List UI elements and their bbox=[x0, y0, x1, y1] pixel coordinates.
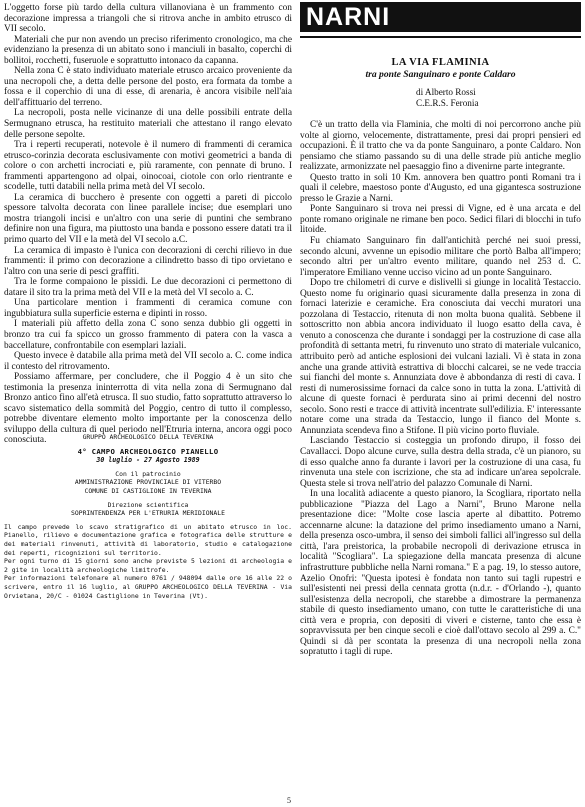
paragraph: La ceramica di impasto è l'unica con decorazioni di cerchi rilievo in due frammenti: il primo con decorazione a cilindretto basso di tipo orvietano e l'altro con una serie di pesci graffiti. bbox=[4, 245, 292, 277]
paragraph: La ceramica di bucchero è presente con oggetti a pareti di piccolo spessore talvolta decorata con linee parallele incise; due esemplari uno mostra triangoli incisi e un'altro con una serie di puntini che sembrano definire non una figura, ma piuttosto una banda e possono essere datati tra il primo quarto del VII e la metà del VI secolo a.C. bbox=[4, 192, 292, 246]
patronage-intro: Con il patrocinio bbox=[115, 469, 181, 478]
paragraph: Nella zona C è stato individuato materiale etrusco arcaico proveniente da una necropoli che, a detta delle persone del posto, era formata da tombe a fossa e il coperchio di una di esse, di arenaria, è ancora visibile nell'aia dell'affittuario del terreno. bbox=[4, 66, 292, 108]
camp-title: 4° CAMPO ARCHEOLOGICO PIANELLO bbox=[77, 446, 219, 456]
author-name: di Alberto Rossi bbox=[416, 87, 476, 97]
paragraph: Materiali che pur non avendo un preciso riferimento cronologico, ma che evidenziano la presenza di un abitato sono i manciuli in basalto, coperchi di bollitoi, rocchetti, fuseruole e soprattutto intonaco da capanna. bbox=[4, 34, 292, 66]
paragraph: Tra i reperti recuperati, notevole è il numero di frammenti di ceramica etrusco-corinzia decorata esclusivamente con motivi geometrici a banda di colore o con archetti incrociati e, più raramente, con pennate di bruno. I frammenti appartengono ad olpai, oinocoai, ciotole con orlo rientrante e scodelle, tutti databili nella prima metà del VI secolo. bbox=[4, 140, 292, 193]
page-number: 5 bbox=[287, 796, 291, 805]
right-article-body bbox=[300, 120, 581, 658]
direction-label: Direzione scientifica bbox=[107, 500, 189, 509]
paragraph: Dopo tre chilometri di curve e dislivelli si giunge in località Testaccio. Questo nome fu originario quasi sicuramente dalla presenza in zona di fornaci laterizie e ceramiche. Era conosciuta dai vecchi muratori una pozzolana di Testaccio, ritenuta di non molta buona qualità. Sebbene il sottoscritto non abbia ancora individuato il luogo esatto della cava, è venuto a conoscenza che durante i sondaggi per la costruzione di case alla profondità di settanta metri, fu rinvenuto uno strato di materiale vulcanico, attribuito però ad antiche esplosioni dei vulcani laziali. Vi è stata in zona anche una grande attività estrattiva di blocchi calcarei, se ne vede traccia sui fianchi del monte s. Annunziata dove è abbondanza di resti di cava. I resti di numerosissime fornaci da calce sono in tutta la zona. L'attività di alcune di queste fornaci è perdurata sino ai primi decenni del nostro secolo. Sono resti e tracce di attività incentrate sull'edilizia. E' interessante notare come una strada da Testaccio, lungo il fianco del Monte s. Annunziata scendeva fino a Stifone. Il più vicino porto fluviale. bbox=[300, 278, 581, 436]
paragraph: Ponte Sanguinaro si trova nei pressi di Vigne, ed è una arcata e del ponte romano originale ne rimane ben poco. Sedici filari di blocchi in tufo litoide. bbox=[300, 204, 581, 236]
patron-province: AMMINISTRAZIONE PROVINCIALE DI VITERBO bbox=[74, 478, 222, 487]
patron-comune: COMUNE DI CASTIGLIONE IN TEVERINA bbox=[84, 486, 212, 495]
camp-description: Il campo prevede lo scavo stratigrafico di un abitato etrusco in loc. Pianello, rilievo e documentazione grafica e fotografica delle strutture e dei materiali rinvenuti, attività di laboratorio, studio e catalogazione dei reperti, ricognizioni sul territorio. bbox=[4, 522, 292, 557]
article-title-block bbox=[300, 57, 581, 81]
section-header: NARNI bbox=[300, 2, 581, 32]
paragraph: Fu chiamato Sanguinaro fin dall'antichità perché nei suoi pressi, secondo alcuni, avvenne un episodio militare che portò Balba all'impero; secondo altri per un'altro evento militare, quando nel 253 d. C. l'imperatore Emiliano venne ucciso vicino ad un ponte Sanguinaro. bbox=[300, 236, 581, 278]
paragraph: Lasciando Testaccio si costeggia un profondo dirupo, il fosso dei Cavallacci. Dopo alcune curve, sulla destra della strada, c'è un pianoro, su di esso qualche anno fa durante i lavori per la costruzione di una casa, fu rinvenuta una stele con iscrizione, che sta ad indicare un'area sepolcrale. Questa stele si trova nell'atrio del palazzo Comunale di Narni. bbox=[300, 436, 581, 489]
paragraph: Questo invece è databile alla prima metà del VII secolo a. C. come indica il contesto del ritrovamento. bbox=[4, 351, 292, 372]
left-article-column bbox=[4, 0, 292, 446]
paragraph: Una particolare mention i frammenti di ceramica comune con ingubbiatura sulla superficie esterna e dipinti in rosso. bbox=[4, 298, 292, 319]
archaeology-camp-notice bbox=[4, 433, 292, 600]
article-author bbox=[416, 87, 479, 108]
paragraph: Questo tratto in soli 10 Km. annovera ben quattro ponti Romani tra i quali il celebre, maestoso ponte d'Augusto, ed una gigantesca sostruzione presso le Grazie a Narni. bbox=[300, 172, 581, 204]
camp-lessons: Per ogni turno di 15 giorni sono anche previste 5 lezioni di archeologia e 2 gite in località archeologiche limitrofe. bbox=[4, 557, 292, 574]
article-title: LA VIA FLAMINIA bbox=[391, 57, 490, 68]
paragraph: C'è un tratto della via Flaminia, che molti di noi percorrono anche più volte al giorno, velocemente, distrattamente, presi dai propri pensieri ed occupazioni. È il tratto che va da ponte Sanguinaro, a ponte Caldaro. Non pensiamo che stiamo passando su di una delle strade più antiche meglio realizzate, armonizzate nel paesaggio fino a divenirne parte integrante. bbox=[300, 120, 581, 173]
author-org: C.E.R.S. Feronia bbox=[416, 97, 479, 108]
paragraph: Tra le forme compaiono le pissidi. Le due decorazioni ci permettono di datare il sito tra la prima metà del VII e la metà del VI secolo a. C. bbox=[4, 277, 292, 298]
paragraph: L'oggetto forse più tardo della cultura villanoviana è un frammento con decorazione impressa a triangoli che si ritrova anche in ambito etrusco di VII secolo. bbox=[4, 3, 292, 35]
article-subtitle: tra ponte Sanguinaro e ponte Caldaro bbox=[365, 69, 516, 80]
paragraph: La necropoli, posta nelle vicinanze di una delle possibili entrate della Sermugnano etrusca, ha restituito materiali che attestano il rango elevato delle persone sepolte. bbox=[4, 108, 292, 140]
direction-body: SOPRINTENDENZA PER L'ETRURIA MERIDIONALE bbox=[71, 509, 225, 518]
paragraph: In una località adiacente a questo pianoro, la Scogliara, riportato nella pubblicazione "Piazza del Lago a Narni", Bruno Marone nella presentazione dice: "Molte cose lascia aperte al dibattito. Potremo accennarne alcune: la datazione del primo insediamento umano a Narni, della presenza osco-umbra, il senso dei simboli fallici all'ingresso sul della città, l'ara preistorica, la probabile necropoli di derivazione etrusca in località "Scogliara". La spiegazione della mancata presenza di alcune infrastrutture pubbliche nella Narni romana." E a pag. 19, lo stesso autore, Azelio Onofri: "Questa ipotesi è fondata non tanto sui tagli rupestri e sull'esistenti nei pressi della cennata grotta (n.d.r. - d'Orlando -), quanto sull'esistenza della necropoli, che starebbe a dimostrare la permanenza stabile di questo insediamento umano, con tutte le caratteristiche di una città vera e propria, con depositi di viveri e cisterne, tanto che essa è sopravvissuta per ben cinque secoli e cioè dall'ottavo secolo al 299 a. C." Quindi si dà per scontata la presenza di una necropoli nella zona sopratutto i tagli di rupe. bbox=[300, 489, 581, 658]
header-rule bbox=[300, 36, 581, 38]
camp-dates: 30 luglio - 27 Agosto 1989 bbox=[96, 456, 200, 465]
camp-contact-info: Per informazioni telefonare al numero 0761 / 948094 dalle ore 16 alle 22 o scrivere, entro il 16 luglio, al GRUPPO ARCHEOLOGICO DELLA TEVERINA - Via Orvietana, 20/C - 01024 Castiglione in Teverina (Vt). bbox=[4, 574, 292, 600]
paragraph: I materiali più affetto della zona C sono senza dubbio gli oggetti in bronzo tra cui fa spicco un grosso frammento di patera con la vasca a baccellature, confrontabile con esemplari laziali. bbox=[4, 319, 292, 351]
group-name: GRUPPO ARCHEOLOGICO DELLA TEVERINA bbox=[82, 433, 214, 441]
paragraph: Possiamo affermare, per concludere, che il Poggio 4 è un sito che testimonia la presenza ininterrotta di vita nella zona di Sermugnano dal Bronzo antico fino all'età etrusca. Il suo studio, fatto soprattutto attraverso lo scavo sistematico della sommità del Poggio, centro di tutto il complesso, potrebbe diventare elemento molto importante per la conoscenza dello sviluppo della cultura di quel periodo nell'Etruria interna, ancora oggi poco conosciuta. bbox=[4, 372, 292, 446]
